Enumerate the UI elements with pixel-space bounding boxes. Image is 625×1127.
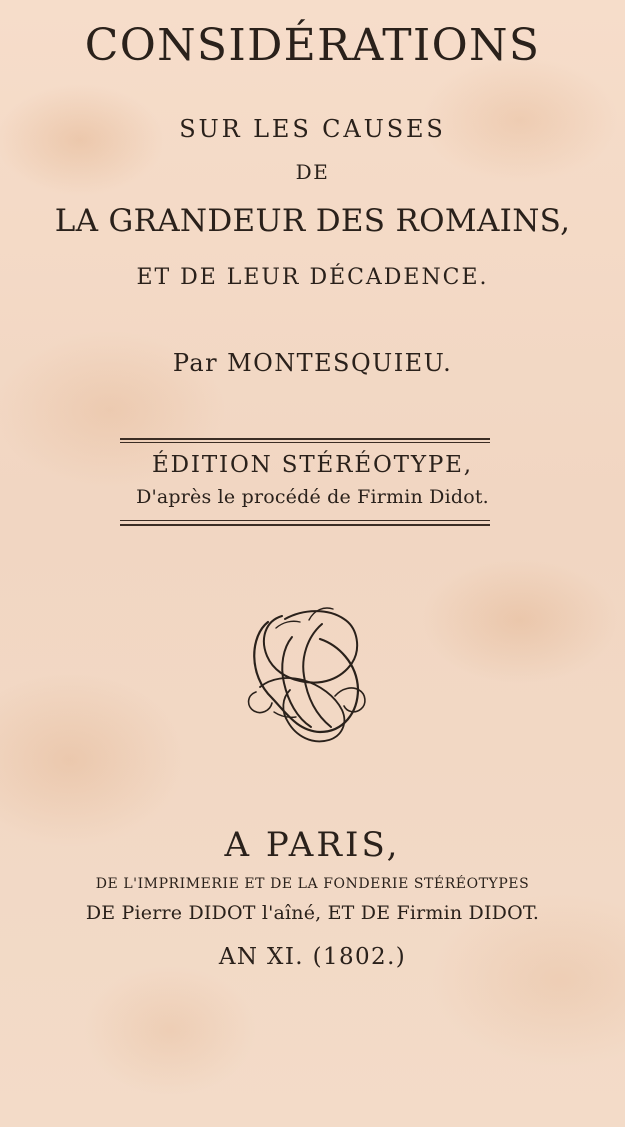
bottom-double-rule [120,520,490,521]
subtitle-line-1: SUR LES CAUSES [179,115,446,143]
subtitle-line-3: LA GRANDEUR DES ROMAINS, [54,203,571,239]
process-line: D'après le procédé de Firmin Didot. [136,486,489,508]
printer-monogram-icon [240,600,375,745]
subtitle-line-4: ET DE LEUR DÉCADENCE. [136,265,489,290]
publication-date: AN XI. (1802.) [218,944,407,970]
top-double-rule [120,438,490,440]
printer-line-2: DE Pierre DIDOT l'aîné, ET DE Firmin DIDOT. [85,902,540,924]
place-line: A PARIS, [224,825,401,865]
book-title: CONSIDÉRATIONS [84,20,541,71]
printer-line-1: DE L'IMPRIMERIE ET DE LA FONDERIE STÉRÉOTYPES [95,876,530,892]
author-line: Par MONTESQUIEU. [172,349,453,377]
subtitle-line-2: DE [295,160,330,184]
edition-line: ÉDITION STÉRÉOTYPE, [152,452,473,478]
